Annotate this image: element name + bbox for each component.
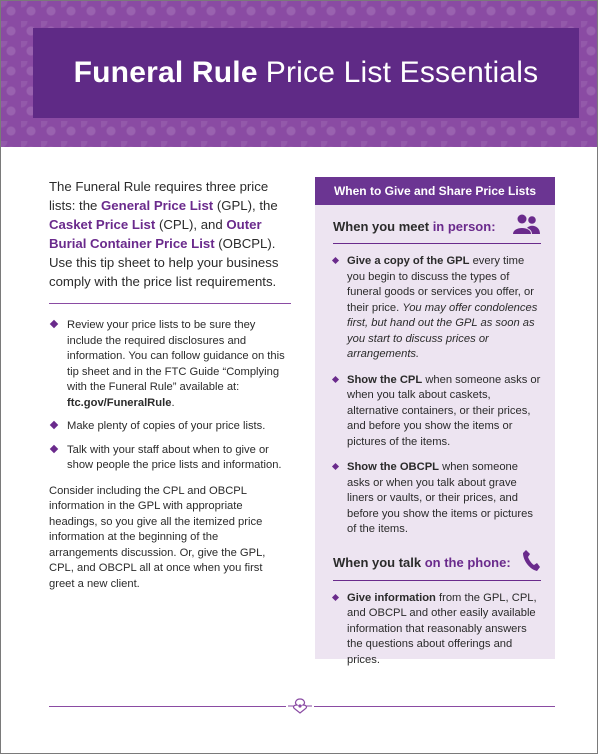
intro-text-4: (OBCPL). Use this tip sheet to help your business comply with the price list requirements. xyxy=(49,236,279,289)
in-person-pre: When you meet xyxy=(333,219,433,234)
phone-hl: on the phone: xyxy=(424,554,511,570)
diamond-bullet-icon xyxy=(50,421,58,429)
cpl-bold: Show the CPL xyxy=(347,373,423,386)
section-divider xyxy=(49,303,291,304)
tip-copies-text: Make plenty of copies of your price lists. xyxy=(67,420,266,432)
diamond-bullet-icon xyxy=(332,463,339,470)
gpl-italic: You may offer condolences first, but hand out the GPL as soon as you start to discuss prices or arrangements. xyxy=(347,301,538,360)
phone-pre: When you talk xyxy=(333,554,425,570)
obcpl-bold: Show the OBCPL xyxy=(347,461,439,473)
list-item xyxy=(333,254,543,363)
people-icon xyxy=(511,213,541,240)
in-person-hl: in person: xyxy=(432,219,496,234)
gpl-term: General Price List xyxy=(101,198,214,213)
intro-text-3: (CPL), and xyxy=(155,217,227,232)
in-person-subheading xyxy=(333,213,541,244)
diamond-bullet-icon xyxy=(50,320,58,328)
in-person-title xyxy=(333,219,496,234)
gpl-text: every time you begin to discuss the types of funeral goods or services you offer, or their price. xyxy=(347,255,534,314)
list-item xyxy=(49,443,293,474)
tip-review-end: . xyxy=(171,396,175,409)
tip-staff-text: Talk with your staff about when to give or show people the price lists and information. xyxy=(67,443,282,471)
sidebar-panel xyxy=(315,177,555,666)
intro-text-1: The Funeral Rule requires three price lists: the xyxy=(49,179,269,213)
gpl-bold: Give a copy of the GPL xyxy=(347,255,470,267)
phone-subheading xyxy=(333,548,541,581)
info-text: from the GPL, CPL, and OBCPL and other easily available information that reasonably answers the questions about offerings and prices. xyxy=(347,591,537,666)
cpl-term: Casket Price List xyxy=(49,217,156,232)
ftc-link[interactable]: ftc.gov/FuneralRule xyxy=(67,396,172,409)
list-item xyxy=(49,419,293,435)
title-band xyxy=(33,28,579,118)
tips-list xyxy=(49,318,293,474)
obcpl-term: Outer Burial Container Price List xyxy=(49,217,262,251)
intro-text-2: (GPL), the xyxy=(213,198,278,213)
phone-icon xyxy=(521,548,541,577)
header-banner xyxy=(1,1,597,147)
tip-review-text: Review your price lists to be sure they include the required disclosures and information. You can follow guidance on this tip sheet and in the FTC Guide “Complying with the Funeral Rule” available at: xyxy=(67,319,285,393)
diamond-bullet-icon xyxy=(332,257,339,264)
title-bold: Funeral Rule xyxy=(73,56,258,89)
phone-list xyxy=(333,591,543,669)
obcpl-text: when someone asks or when you talk about grave liners or vaults, or their prices, and before you show the items or pictures of the items. xyxy=(347,461,533,535)
list-item xyxy=(49,318,293,411)
sidebar-heading: When to Give and Share Price Lists xyxy=(315,177,555,205)
info-bold: Give information xyxy=(347,591,436,604)
list-item xyxy=(333,373,543,451)
flourish-ornament-icon xyxy=(286,695,314,717)
cpl-text: when someone asks or when you talk about caskets, alternative containers, or their prices, and before you show the items or pictures of the items. xyxy=(347,373,541,448)
list-item xyxy=(333,591,543,669)
page-title xyxy=(74,56,539,90)
diamond-bullet-icon xyxy=(332,375,339,382)
left-column xyxy=(49,177,293,592)
intro-paragraph xyxy=(49,177,293,291)
list-item xyxy=(333,460,543,538)
consider-paragraph: Consider including the CPL and OBCPL information in the GPL with appropriate headings, so you give all the itemized price information at the beginning of the arrangements discussion. Or, give the GPL, CPL, and OBCPL all at once when you first greet a new client. xyxy=(49,484,266,590)
title-rest: Price List Essentials xyxy=(265,56,539,89)
phone-title xyxy=(333,555,511,570)
diamond-bullet-icon xyxy=(332,593,339,600)
diamond-bullet-icon xyxy=(50,444,58,452)
in-person-list xyxy=(333,254,543,538)
